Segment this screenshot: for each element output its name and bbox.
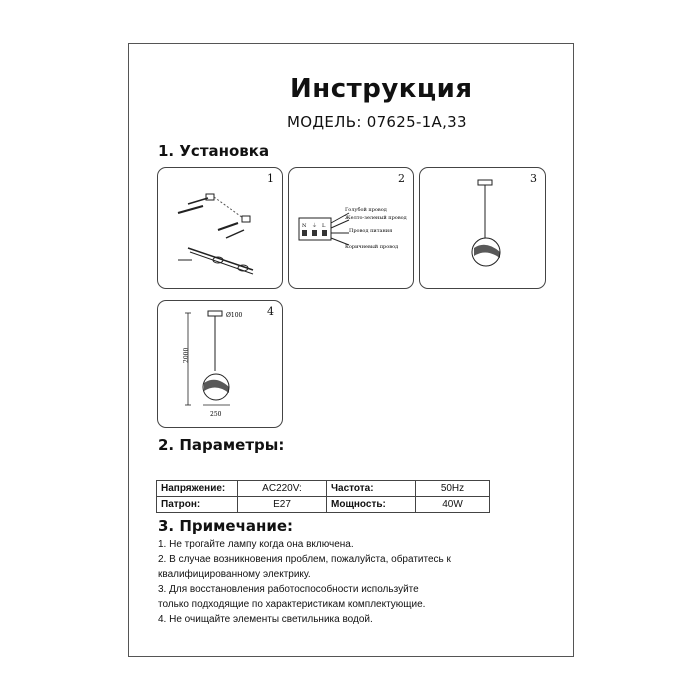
voltage-label: Напряжение: <box>157 481 238 497</box>
power-label: Мощность: <box>327 497 416 513</box>
note-line: 3. Для восстановления работоспособности используйте <box>158 584 419 595</box>
assembled-lamp-drawing <box>420 168 545 288</box>
note-line: 1. Не трогайте лампу когда она включена. <box>158 539 354 550</box>
wire-label-power: Провод питания <box>349 228 393 234</box>
power-value: 40W <box>416 497 490 513</box>
dim-top-label: Ø100 <box>226 312 243 319</box>
dim-height-label: 2000 <box>183 347 190 363</box>
page-title: Инструкция <box>290 74 473 104</box>
figure-2-number: 2 <box>398 172 405 185</box>
parameters-table <box>156 480 490 513</box>
voltage-value: AC220V: <box>238 481 327 497</box>
section-params-heading: 2. Параметры: <box>158 436 285 454</box>
table-row <box>157 481 490 497</box>
note-line: 2. В случае возникновения проблем, пожалуйста, обратитесь к <box>158 554 451 565</box>
figure-2 <box>288 167 414 289</box>
wire-label-yellow-green: Желто-зеленый провод <box>345 215 407 221</box>
dimensions-drawing <box>158 301 282 427</box>
frequency-label: Частота: <box>327 481 416 497</box>
figure-1-number: 1 <box>267 172 274 185</box>
model-number: МОДЕЛЬ: 07625-1A,33 <box>287 113 467 131</box>
terminal-label: L <box>322 223 326 229</box>
frequency-value: 50Hz <box>416 481 490 497</box>
wiring-diagram <box>289 168 413 288</box>
notes-list <box>158 537 451 627</box>
section-install-heading: 1. Установка <box>158 142 270 160</box>
figure-3-number: 3 <box>530 172 537 185</box>
socket-label: Патрон: <box>157 497 238 513</box>
dim-width-label: 250 <box>210 411 222 418</box>
terminal-label: ⏚ <box>312 223 318 229</box>
note-line: только подходящие по характеристикам комплектующие. <box>158 599 426 610</box>
table-row <box>157 497 490 513</box>
terminal-label: N <box>302 223 307 229</box>
figure-4 <box>157 300 283 428</box>
figure-1 <box>157 167 283 289</box>
section-notes-heading: 3. Примечание: <box>158 517 294 535</box>
socket-value: E27 <box>238 497 327 513</box>
note-line: квалифицированному электрику. <box>158 569 311 580</box>
mounting-bracket-drawing <box>158 168 282 288</box>
figure-4-number: 4 <box>267 305 274 318</box>
note-line: 4. Не очищайте элементы светильника водой. <box>158 614 373 625</box>
wire-label-brown: Коричневый провод <box>345 244 399 250</box>
figure-3 <box>419 167 546 289</box>
wire-label-blue: Голубой провод <box>345 207 387 213</box>
